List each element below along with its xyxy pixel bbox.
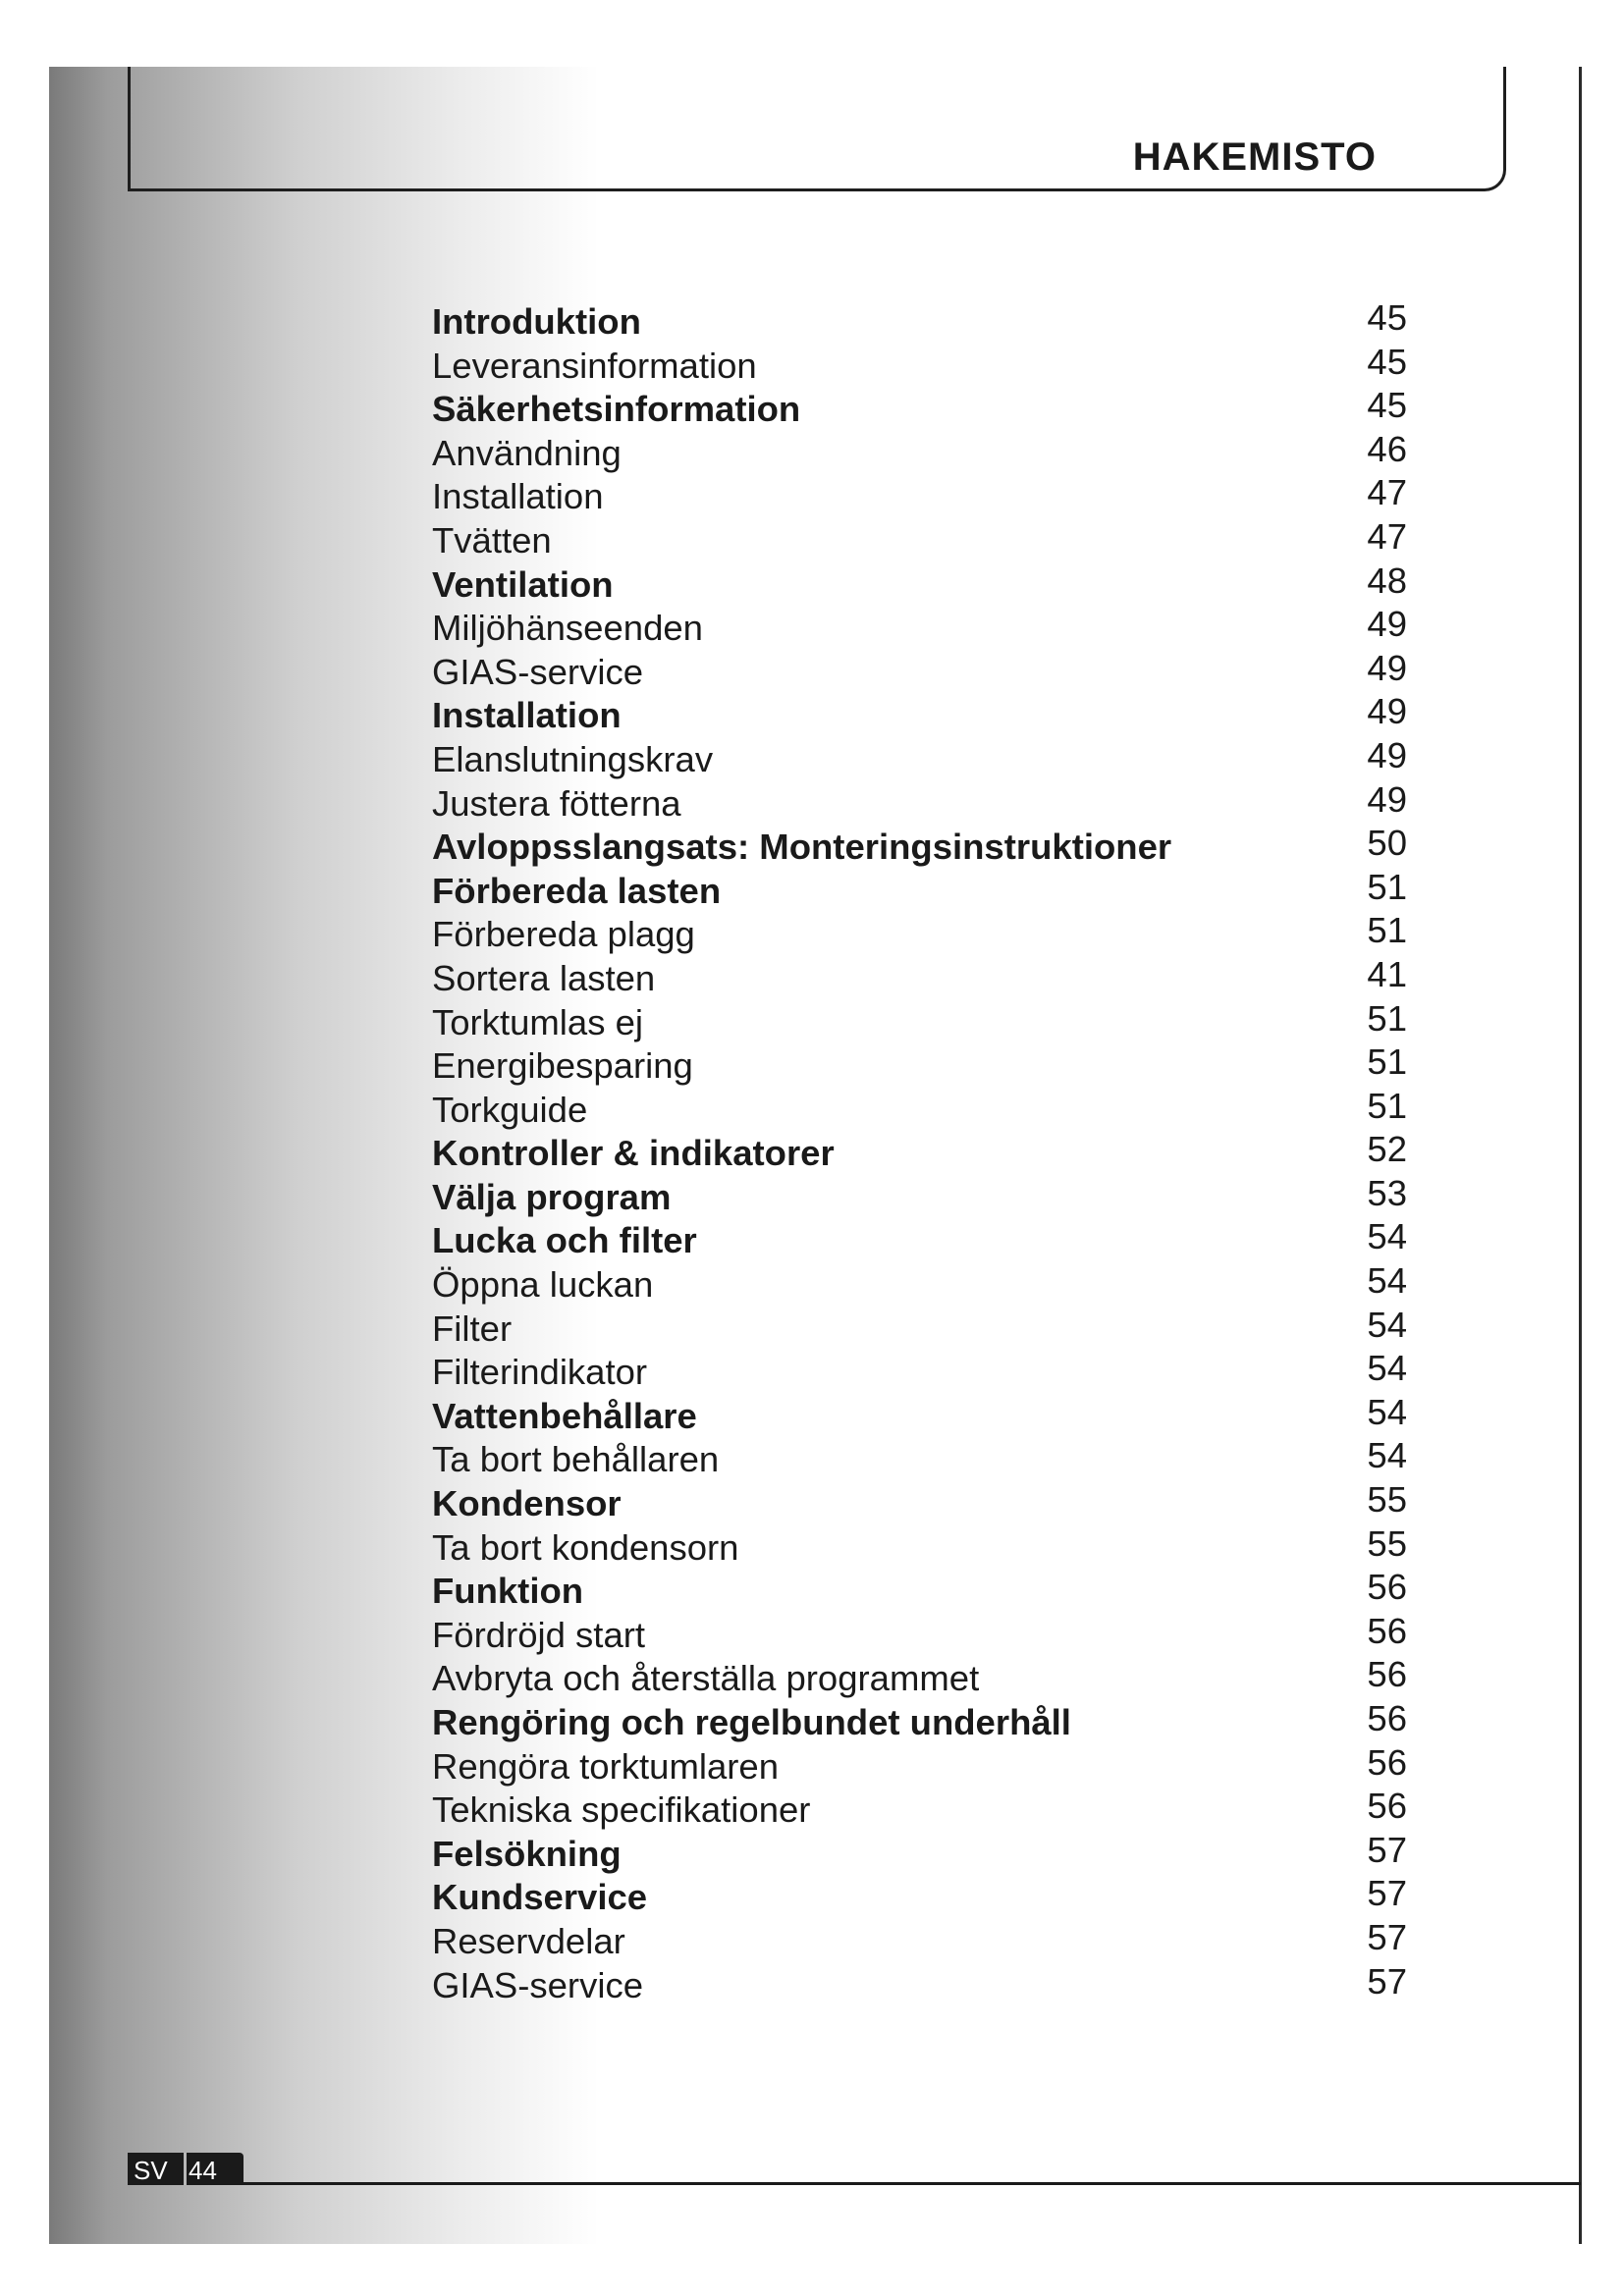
toc-entry [432, 341, 1414, 389]
toc-subsection-title: Justera fötterna [432, 782, 681, 824]
toc-page-number: 56 [1367, 1654, 1407, 1695]
toc-page-number: 49 [1367, 778, 1407, 820]
toc-entry [432, 1304, 1414, 1352]
toc-entry [432, 385, 1414, 432]
toc-page-number: 56 [1367, 1786, 1407, 1827]
toc-section-title: Introduktion [432, 301, 641, 342]
toc-page-number: 54 [1367, 1304, 1407, 1345]
toc-entry [432, 1085, 1414, 1133]
toc-page-number: 56 [1367, 1741, 1407, 1783]
toc-page-number: 45 [1367, 297, 1407, 338]
toc-entry [432, 515, 1414, 563]
toc-entry [432, 297, 1414, 345]
toc-page-number: 49 [1367, 604, 1407, 645]
toc-entry [432, 604, 1414, 651]
toc-section-title: Lucka och filter [432, 1220, 697, 1261]
footer-badge-divider [184, 2153, 187, 2185]
toc-entry [432, 734, 1414, 782]
toc-entry [432, 1391, 1414, 1439]
toc-page-number: 56 [1367, 1698, 1407, 1738]
toc-entry [432, 1129, 1414, 1176]
toc-section-title: Funktion [432, 1571, 584, 1612]
page-title: HAKEMISTO [1132, 135, 1377, 179]
toc-subsection-title: Förbereda plagg [432, 914, 695, 955]
toc-page-number: 49 [1367, 734, 1407, 775]
toc-section-title: Kondensor [432, 1483, 622, 1524]
toc-page-number: 52 [1367, 1129, 1407, 1170]
toc-subsection-title: Rengöra torktumlaren [432, 1745, 780, 1787]
toc-page-number: 53 [1367, 1172, 1407, 1213]
toc-page-number: 48 [1367, 560, 1407, 601]
toc-subsection-title: Miljöhänseenden [432, 608, 703, 649]
toc-section-title: Kundservice [432, 1877, 648, 1918]
toc-entry [432, 1216, 1414, 1263]
toc-entry [432, 1610, 1414, 1658]
footer-language-code: SV [134, 2156, 168, 2185]
toc-entry [432, 472, 1414, 519]
toc-entry [432, 560, 1414, 608]
toc-subsection-title: GIAS-service [432, 1964, 643, 2005]
toc-page-number: 51 [1367, 1085, 1407, 1126]
toc-page-number: 54 [1367, 1260, 1407, 1302]
toc-subsection-title: Installation [432, 476, 604, 517]
toc-subsection-title: Energibesparing [432, 1045, 693, 1087]
toc-section-title: Installation [432, 695, 622, 736]
toc-entry [432, 691, 1414, 738]
toc-entry [432, 910, 1414, 957]
toc-entry [432, 1654, 1414, 1701]
toc-subsection-title: Avbryta och återställa programmet [432, 1658, 980, 1699]
toc-section-title: Vattenbehållare [432, 1395, 697, 1436]
toc-page-number: 54 [1367, 1435, 1407, 1476]
toc-section-title: Avloppsslangsats: Monteringsinstruktioner [432, 827, 1172, 868]
toc-entry [432, 823, 1414, 870]
toc-page-number: 57 [1367, 1916, 1407, 1957]
toc-subsection-title: Torktumlas ej [432, 1001, 644, 1042]
toc-entry [432, 1741, 1414, 1789]
toc-subsection-title: Filter [432, 1308, 513, 1349]
toc-page-number: 47 [1367, 472, 1407, 513]
toc-entry [432, 1960, 1414, 2008]
toc-page-number: 55 [1367, 1479, 1407, 1521]
toc-subsection-title: Fördröjd start [432, 1614, 646, 1655]
toc-section-title: Felsökning [432, 1833, 622, 1874]
toc-subsection-title: GIAS-service [432, 651, 643, 692]
footer-page-number: 44 [189, 2156, 217, 2185]
toc-entry [432, 778, 1414, 827]
toc-entry [432, 1348, 1414, 1395]
toc-page-number: 57 [1367, 1829, 1407, 1870]
toc-section-title: Kontroller & indikatorer [432, 1133, 835, 1174]
toc-entry [432, 1479, 1414, 1526]
toc-subsection-title: Tvätten [432, 519, 552, 561]
toc-page-number: 55 [1367, 1522, 1407, 1564]
toc-entry [432, 1916, 1414, 1964]
toc-subsection-title: Torkguide [432, 1089, 588, 1130]
toc-entry [432, 1698, 1414, 1745]
toc-page-number: 54 [1367, 1216, 1407, 1257]
toc-entry [432, 1829, 1414, 1877]
toc-page-number: 51 [1367, 866, 1407, 907]
toc-subsection-title: Filterindikator [432, 1352, 648, 1393]
toc-subsection-title: Reservdelar [432, 1920, 625, 1961]
toc-entry [432, 647, 1414, 695]
toc-subsection-title: Öppna luckan [432, 1264, 654, 1306]
toc-page-number: 56 [1367, 1567, 1407, 1608]
toc-section-title: Säkerhetsinformation [432, 389, 801, 430]
toc-entry [432, 428, 1414, 476]
toc-entry [432, 1522, 1414, 1571]
toc-subsection-title: Sortera lasten [432, 957, 656, 998]
toc-page-number: 50 [1367, 823, 1407, 864]
toc-entry [432, 1041, 1414, 1089]
toc-entry [432, 1172, 1414, 1220]
toc-page-number: 56 [1367, 1610, 1407, 1651]
right-border-rule [1579, 67, 1582, 2244]
toc-page-number: 57 [1367, 1960, 1407, 2002]
toc-entry [432, 866, 1414, 914]
toc-subsection-title: Ta bort kondensorn [432, 1526, 739, 1568]
footer-rule [128, 2182, 1581, 2185]
toc-subsection-title: Tekniska specifikationer [432, 1789, 811, 1831]
toc-entry [432, 1567, 1414, 1614]
toc-page-number: 41 [1367, 953, 1407, 994]
toc-page-number: 57 [1367, 1873, 1407, 1914]
toc-page-number: 47 [1367, 515, 1407, 557]
toc-entry [432, 1260, 1414, 1308]
toc-entry [432, 1786, 1414, 1833]
toc-page-number: 51 [1367, 910, 1407, 951]
toc-page-number: 49 [1367, 691, 1407, 732]
toc-entry [432, 1873, 1414, 1920]
toc-subsection-title: Elanslutningskrav [432, 738, 714, 779]
toc-page-number: 51 [1367, 997, 1407, 1039]
toc-page-number: 54 [1367, 1391, 1407, 1432]
toc-subsection-title: Leveransinformation [432, 345, 757, 386]
toc-entry [432, 997, 1414, 1045]
toc-entry [432, 1435, 1414, 1482]
toc-page-number: 49 [1367, 647, 1407, 688]
toc-subsection-title: Ta bort behållaren [432, 1439, 720, 1480]
toc-entry [432, 953, 1414, 1001]
table-of-contents [432, 297, 1414, 2007]
toc-section-title: Rengöring och regelbundet underhåll [432, 1702, 1071, 1742]
toc-page-number: 45 [1367, 385, 1407, 426]
toc-subsection-title: Användning [432, 432, 622, 473]
toc-page-number: 45 [1367, 341, 1407, 382]
toc-page-number: 51 [1367, 1041, 1407, 1083]
toc-page-number: 46 [1367, 428, 1407, 469]
toc-section-title: Förbereda lasten [432, 870, 722, 911]
toc-page-number: 54 [1367, 1348, 1407, 1389]
toc-section-title: Välja program [432, 1176, 672, 1217]
toc-section-title: Ventilation [432, 563, 614, 605]
